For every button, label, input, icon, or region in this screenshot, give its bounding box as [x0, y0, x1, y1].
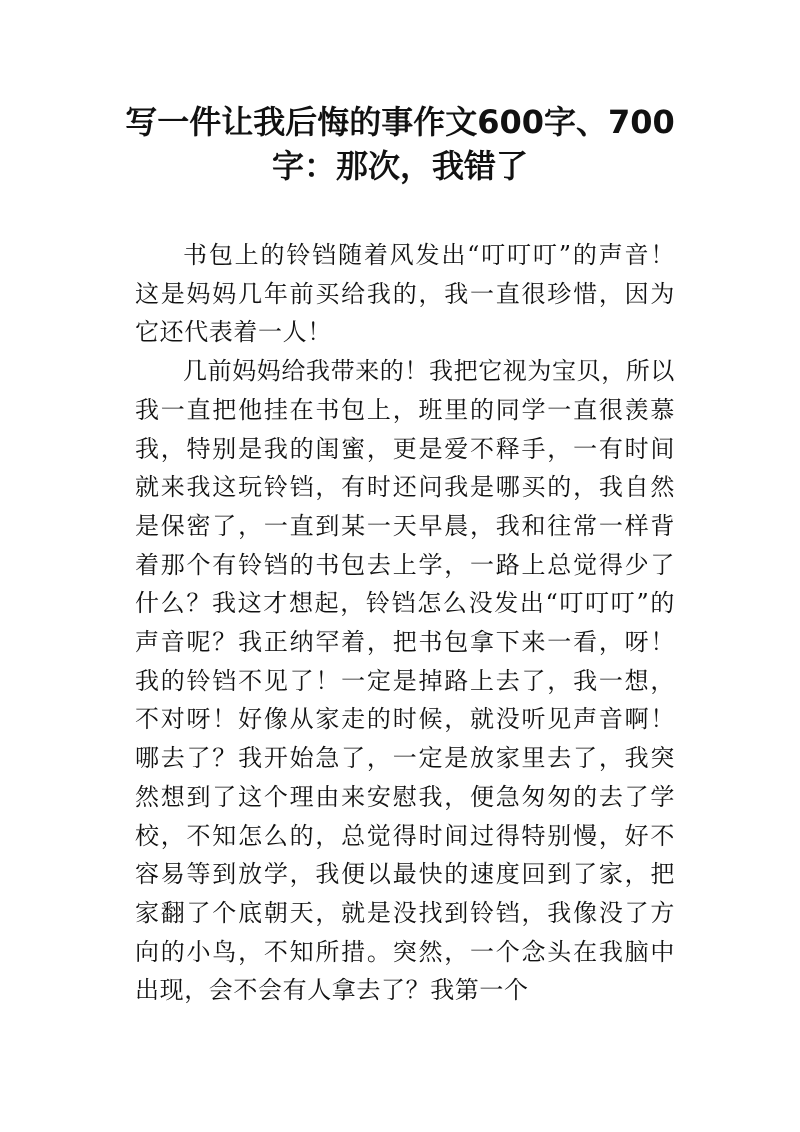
title-line-1: 写一件让我后悔的事作文600字、700: [125, 103, 675, 141]
paragraph-2: 几前妈妈给我带来的！我把它视为宝贝，所以我一直把他挂在书包上，班里的同学一直很羡慕我，特别是我的闺蜜，更是爱不释手，一有时间就来我这玩铃铛，有时还问我是哪买的，我自然是保密了，一直到某一天早晨，我和往常一样背着那个有铃铛的书包去上学，一路上总觉得少了什么？我这才想起，铃铛怎么没发出“叮叮叮”的声音呢？我正纳罕着，把书包拿下来一看，呀！我的铃铛不见了！一定是掉路上去了，我一想，不对呀！好像从家走的时候，就没听见声音啊！哪去了？我开始急了，一定是放家里去了，我突然想到了这个理由来安慰我，便急匆匆的去了学校，不知怎么的，总觉得时间过得特别慢，好不容易等到放学，我便以最快的速度回到了家，把家翻了个底朝天，就是没找到铃铛，我像没了方向的小鸟，不知所措。突然，一个念头在我脑中出现，会不会有人拿去了？我第一个: [135, 357, 675, 1005]
document-title: [60, 100, 740, 188]
paragraph-1: 书包上的铃铛随着风发出“叮叮叮”的声音！这是妈妈几年前买给我的，我一直很珍惜，因为它还代表着一人！: [135, 241, 675, 347]
document-body: [135, 236, 675, 1010]
title-line-2: 字：那次，我错了: [271, 147, 528, 185]
